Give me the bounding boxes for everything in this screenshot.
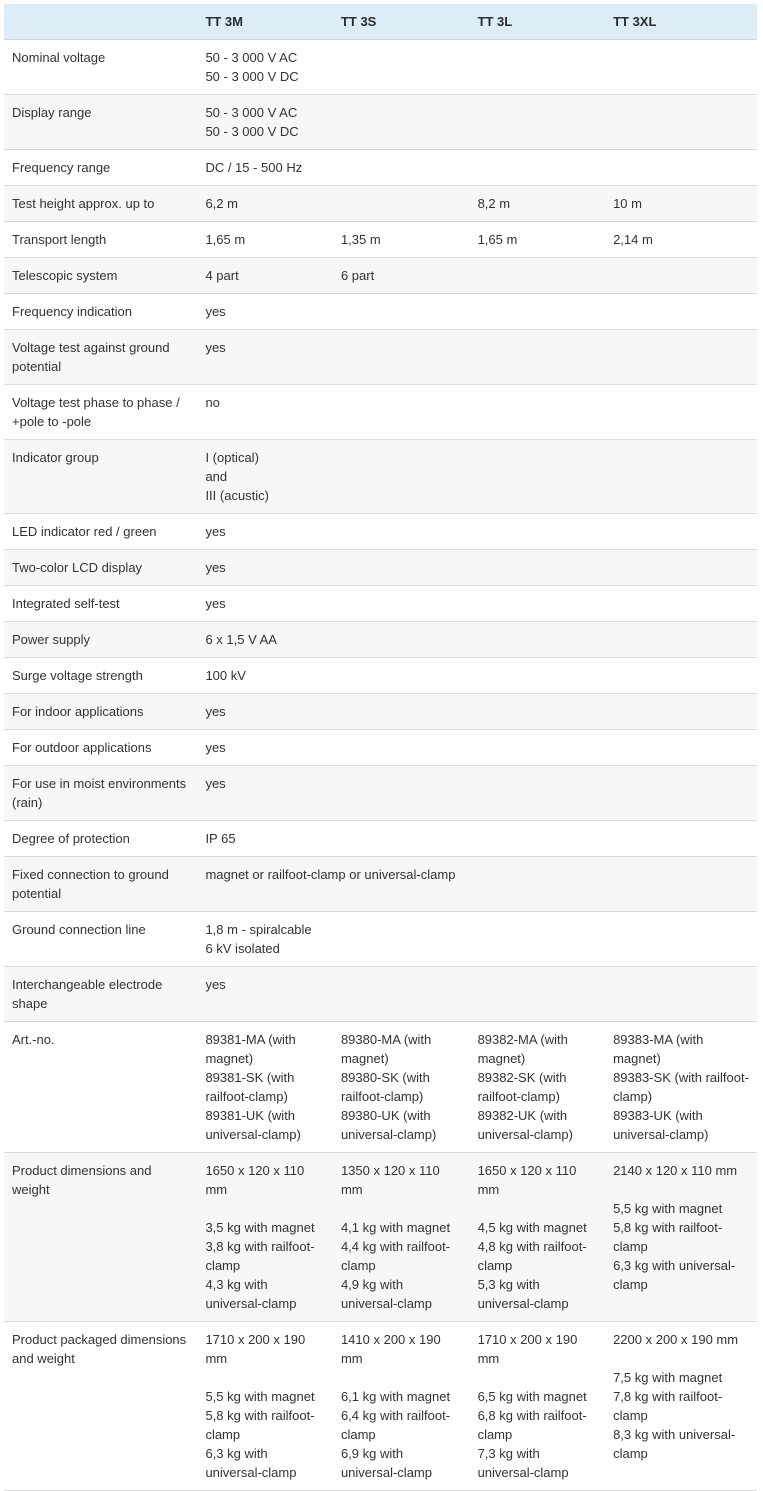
row-label: Voltage test phase to phase / +pole to -pole — [4, 385, 197, 440]
row-label: Frequency range — [4, 150, 197, 186]
table-row — [4, 1022, 757, 1153]
row-value-cell — [605, 766, 757, 821]
row-value-cell: 89381-MA (with magnet) 89381-SK (with railfoot-clamp) 89381-UK (with universal-clamp) — [197, 1022, 333, 1153]
table-row — [4, 514, 757, 550]
row-value-cell — [333, 658, 470, 694]
row-value-cell: 8,2 m — [470, 186, 606, 222]
row-value-cell: I (optical) and III (acustic) — [197, 440, 333, 514]
row-value-cell: 1650 x 120 x 110 mm 3,5 kg with magnet 3,8 kg with railfoot-clamp 4,3 kg with universal-clamp — [197, 1153, 333, 1322]
row-value-cell — [605, 821, 757, 857]
row-value-cell — [333, 912, 470, 967]
row-value-cell — [605, 294, 757, 330]
row-value-cell — [605, 912, 757, 967]
row-value-cell: 1,65 m — [470, 222, 606, 258]
row-value-cell — [605, 95, 757, 150]
table-row — [4, 550, 757, 586]
row-label: Nominal voltage — [4, 40, 197, 95]
row-label: Ground connection line — [4, 912, 197, 967]
table-row — [4, 95, 757, 150]
row-label: Interchangeable electrode shape — [4, 967, 197, 1022]
row-value-cell: yes — [197, 294, 333, 330]
table-row — [4, 821, 757, 857]
header-product-tt3s: TT 3S — [333, 4, 470, 40]
table-row — [4, 967, 757, 1022]
row-value-cell: 89382-MA (with magnet) 89382-SK (with railfoot-clamp) 89382-UK (with universal-clamp) — [470, 1022, 606, 1153]
table-row — [4, 330, 757, 385]
row-value-cell: 89383-MA (with magnet) 89383-SK (with railfoot-clamp) 89383-UK (with universal-clamp) — [605, 1022, 757, 1153]
row-value-cell — [333, 550, 470, 586]
table-row — [4, 766, 757, 821]
row-value-cell — [605, 967, 757, 1022]
row-value-cell — [470, 622, 606, 658]
row-value-cell — [333, 95, 470, 150]
table-row — [4, 294, 757, 330]
row-label: Test height approx. up to — [4, 186, 197, 222]
row-value-cell — [333, 40, 470, 95]
header-row — [4, 4, 757, 40]
table-row — [4, 1322, 757, 1491]
header-label-cell — [4, 4, 197, 40]
row-label: Product packaged dimensions and weight — [4, 1322, 197, 1491]
row-value-span: magnet or railfoot-clamp or universal-clamp — [197, 857, 757, 912]
row-label: Voltage test against ground potential — [4, 330, 197, 385]
row-value-cell: yes — [197, 550, 333, 586]
row-value-cell — [333, 967, 470, 1022]
row-label: Degree of protection — [4, 821, 197, 857]
row-value-cell — [470, 658, 606, 694]
row-value-cell: 1650 x 120 x 110 mm 4,5 kg with magnet 4,8 kg with railfoot-clamp 5,3 kg with universal-clamp — [470, 1153, 606, 1322]
row-value-cell — [470, 330, 606, 385]
table-body — [4, 40, 757, 1491]
row-value-cell: yes — [197, 766, 333, 821]
table-row — [4, 222, 757, 258]
table-row — [4, 658, 757, 694]
row-value-cell — [333, 586, 470, 622]
row-value-cell: yes — [197, 514, 333, 550]
row-label: Power supply — [4, 622, 197, 658]
row-value-cell — [605, 694, 757, 730]
row-label: Art.-no. — [4, 1022, 197, 1153]
table-row — [4, 40, 757, 95]
row-value-cell — [605, 150, 757, 186]
table-header — [4, 4, 757, 40]
row-value-cell — [605, 330, 757, 385]
row-value-cell: 1410 x 200 x 190 mm 6,1 kg with magnet 6,4 kg with railfoot-clamp 6,9 kg with universal-clamp — [333, 1322, 470, 1491]
header-product-tt3xl: TT 3XL — [605, 4, 757, 40]
row-value-cell: 1,35 m — [333, 222, 470, 258]
row-label: For use in moist environments (rain) — [4, 766, 197, 821]
row-value-cell — [333, 440, 470, 514]
row-value-cell — [605, 514, 757, 550]
row-value-cell — [470, 258, 606, 294]
row-label: Telescopic system — [4, 258, 197, 294]
row-value-cell — [470, 294, 606, 330]
row-label: Frequency indication — [4, 294, 197, 330]
row-value-cell — [470, 730, 606, 766]
row-value-cell: 10 m — [605, 186, 757, 222]
row-value-cell — [470, 385, 606, 440]
row-label: Surge voltage strength — [4, 658, 197, 694]
table-row — [4, 1153, 757, 1322]
row-value-cell — [605, 658, 757, 694]
row-value-cell: 2140 x 120 x 110 mm 5,5 kg with magnet 5,8 kg with railfoot-clamp 6,3 kg with universal-clamp — [605, 1153, 757, 1322]
row-value-cell — [470, 766, 606, 821]
row-value-cell: 1350 x 120 x 110 mm 4,1 kg with magnet 4,4 kg with railfoot-clamp 4,9 kg with universal-clamp — [333, 1153, 470, 1322]
row-value-cell: 6 x 1,5 V AA — [197, 622, 333, 658]
row-value-cell — [605, 622, 757, 658]
row-value-cell — [605, 440, 757, 514]
row-value-cell: 100 kV — [197, 658, 333, 694]
row-value-cell — [333, 766, 470, 821]
row-value-cell — [333, 330, 470, 385]
row-value-cell — [470, 95, 606, 150]
row-value-cell: IP 65 — [197, 821, 333, 857]
row-value-cell — [470, 586, 606, 622]
table-row — [4, 586, 757, 622]
header-product-tt3l: TT 3L — [470, 4, 606, 40]
table-row — [4, 150, 757, 186]
row-value-cell: 89380-MA (with magnet) 89380-SK (with railfoot-clamp) 89380-UK (with universal-clamp) — [333, 1022, 470, 1153]
row-value-cell: 2,14 m — [605, 222, 757, 258]
row-value-cell: 1,8 m - spiralcable 6 kV isolated — [197, 912, 333, 967]
row-value-cell — [333, 694, 470, 730]
row-value-cell — [333, 514, 470, 550]
row-value-cell: no — [197, 385, 333, 440]
row-value-cell: 50 - 3 000 V AC 50 - 3 000 V DC — [197, 40, 333, 95]
row-label: Fixed connection to ground potential — [4, 857, 197, 912]
row-label: For outdoor applications — [4, 730, 197, 766]
row-value-cell: 1,65 m — [197, 222, 333, 258]
row-value-cell — [470, 150, 606, 186]
row-value-cell: yes — [197, 694, 333, 730]
row-label: Product dimensions and weight — [4, 1153, 197, 1322]
table-row — [4, 186, 757, 222]
row-label: Transport length — [4, 222, 197, 258]
row-value-cell — [605, 385, 757, 440]
row-value-cell: 1710 x 200 x 190 mm 5,5 kg with magnet 5,8 kg with railfoot-clamp 6,3 kg with universal-clamp — [197, 1322, 333, 1491]
row-value-cell: 2200 x 200 x 190 mm 7,5 kg with magnet 7,8 kg with railfoot-clamp 8,3 kg with universal-clamp — [605, 1322, 757, 1491]
row-value-cell — [470, 550, 606, 586]
row-value-cell — [605, 730, 757, 766]
row-value-cell — [333, 730, 470, 766]
row-value-cell — [333, 294, 470, 330]
table-row — [4, 857, 757, 912]
row-value-cell: 6 part — [333, 258, 470, 294]
row-value-cell: 4 part — [197, 258, 333, 294]
row-value-cell: yes — [197, 586, 333, 622]
row-value-cell: yes — [197, 967, 333, 1022]
row-value-cell: 1710 x 200 x 190 mm 6,5 kg with magnet 6,8 kg with railfoot-clamp 7,3 kg with universal-clamp — [470, 1322, 606, 1491]
row-label: For indoor applications — [4, 694, 197, 730]
row-value-cell — [470, 694, 606, 730]
row-value-cell — [605, 258, 757, 294]
row-value-cell — [605, 550, 757, 586]
row-value-cell — [470, 40, 606, 95]
row-label: Two-color LCD display — [4, 550, 197, 586]
table-row — [4, 385, 757, 440]
table-row — [4, 440, 757, 514]
table-row — [4, 912, 757, 967]
row-value-cell: yes — [197, 730, 333, 766]
table-row — [4, 730, 757, 766]
spec-table — [4, 4, 757, 1491]
table-row — [4, 622, 757, 658]
row-value-cell — [470, 514, 606, 550]
row-value-cell — [470, 440, 606, 514]
row-value-cell — [605, 586, 757, 622]
row-label: Display range — [4, 95, 197, 150]
table-row — [4, 258, 757, 294]
row-value-cell — [333, 186, 470, 222]
row-value-cell — [470, 967, 606, 1022]
row-value-cell — [605, 40, 757, 95]
table-row — [4, 694, 757, 730]
row-value-cell: DC / 15 - 500 Hz — [197, 150, 333, 186]
row-label: Indicator group — [4, 440, 197, 514]
row-value-cell — [333, 385, 470, 440]
header-product-tt3m: TT 3M — [197, 4, 333, 40]
row-value-cell: 6,2 m — [197, 186, 333, 222]
row-value-cell — [470, 821, 606, 857]
row-value-cell: 50 - 3 000 V AC 50 - 3 000 V DC — [197, 95, 333, 150]
row-value-cell: yes — [197, 330, 333, 385]
row-value-cell — [333, 821, 470, 857]
row-value-cell — [333, 150, 470, 186]
row-label: Integrated self-test — [4, 586, 197, 622]
row-value-cell — [333, 622, 470, 658]
row-value-cell — [470, 912, 606, 967]
row-label: LED indicator red / green — [4, 514, 197, 550]
